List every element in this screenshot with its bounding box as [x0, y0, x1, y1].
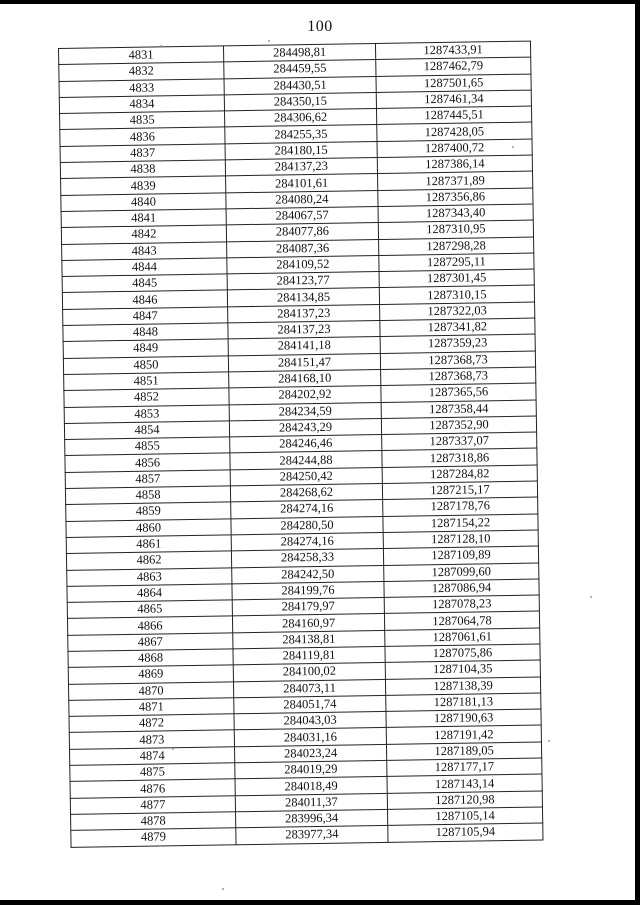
point-number-cell: 4831	[59, 46, 224, 65]
x-coordinate-cell: 284011,37	[235, 793, 387, 812]
scan-speck	[512, 146, 514, 148]
y-coordinate-cell: 1287365,56	[381, 383, 536, 402]
y-coordinate-cell: 1287191,42	[386, 725, 541, 744]
point-number-cell: 4875	[70, 763, 235, 782]
x-coordinate-cell: 284031,16	[234, 728, 386, 747]
point-number-cell: 4877	[70, 795, 235, 814]
point-number-cell: 4878	[71, 812, 236, 831]
point-number-cell: 4869	[68, 665, 233, 684]
point-number-cell: 4836	[60, 127, 225, 146]
point-number-cell: 4843	[62, 241, 227, 260]
point-number-cell: 4834	[59, 95, 224, 114]
y-coordinate-cell: 1287086,94	[384, 579, 539, 598]
point-number-cell: 4866	[67, 616, 232, 635]
x-coordinate-cell: 283977,34	[236, 826, 388, 845]
x-coordinate-cell: 284018,49	[235, 777, 387, 796]
y-coordinate-cell: 1287189,05	[386, 742, 541, 761]
x-coordinate-cell: 284123,77	[227, 272, 379, 291]
x-coordinate-cell: 284100,02	[233, 663, 385, 682]
x-coordinate-cell: 284234,59	[229, 402, 381, 421]
x-coordinate-cell: 284255,35	[225, 125, 377, 144]
point-number-cell: 4844	[62, 258, 227, 277]
scan-speck	[268, 40, 270, 42]
x-coordinate-cell: 284051,74	[234, 695, 386, 714]
point-number-cell: 4865	[67, 600, 232, 619]
y-coordinate-cell: 1287099,60	[384, 563, 539, 582]
point-number-cell: 4874	[70, 747, 235, 766]
point-number-cell: 4859	[66, 502, 231, 521]
point-number-cell: 4838	[60, 160, 225, 179]
x-coordinate-cell: 283996,34	[236, 809, 388, 828]
y-coordinate-cell: 1287154,22	[383, 514, 538, 533]
x-coordinate-cell: 284019,29	[235, 760, 387, 779]
x-coordinate-cell: 284202,92	[229, 386, 381, 405]
x-coordinate-cell: 284101,61	[226, 174, 378, 193]
y-coordinate-cell: 1287105,94	[388, 823, 543, 842]
y-coordinate-cell: 1287078,23	[384, 595, 539, 614]
scan-speck	[548, 740, 550, 742]
x-coordinate-cell: 284119,81	[233, 646, 385, 665]
y-coordinate-cell: 1287368,73	[380, 351, 535, 370]
y-coordinate-cell: 1287061,61	[385, 628, 540, 647]
scan-border-bottom	[0, 900, 640, 905]
y-coordinate-cell: 1287128,10	[383, 530, 538, 549]
y-coordinate-cell: 1287190,63	[386, 709, 541, 728]
y-coordinate-cell: 1287104,35	[385, 660, 540, 679]
x-coordinate-cell: 284199,76	[232, 581, 384, 600]
y-coordinate-cell: 1287322,03	[380, 302, 535, 321]
y-coordinate-cell: 1287343,40	[378, 204, 533, 223]
point-number-cell: 4832	[59, 62, 224, 81]
x-coordinate-cell: 284073,11	[233, 679, 385, 698]
scan-border-right	[635, 0, 640, 905]
point-number-cell: 4858	[65, 486, 230, 505]
point-number-cell: 4863	[67, 567, 232, 586]
y-coordinate-cell: 1287177,17	[387, 758, 542, 777]
y-coordinate-cell: 1287462,79	[376, 57, 531, 76]
x-coordinate-cell: 284250,42	[230, 467, 382, 486]
y-coordinate-cell: 1287075,86	[385, 644, 540, 663]
x-coordinate-cell: 284137,23	[225, 158, 377, 177]
y-coordinate-cell: 1287181,13	[386, 693, 541, 712]
point-number-cell: 4876	[70, 779, 235, 798]
point-number-cell: 4855	[65, 437, 230, 456]
x-coordinate-cell: 284258,33	[231, 549, 383, 568]
scan-speck	[590, 596, 592, 598]
point-number-cell: 4848	[63, 323, 228, 342]
x-coordinate-cell: 284274,16	[231, 500, 383, 519]
point-number-cell: 4837	[60, 144, 225, 163]
point-number-cell: 4873	[69, 730, 234, 749]
point-number-cell: 4840	[61, 193, 226, 212]
x-coordinate-cell: 284246,46	[230, 435, 382, 454]
scan-speck	[160, 45, 162, 47]
y-coordinate-cell: 1287178,76	[383, 497, 538, 516]
point-number-cell: 4845	[62, 274, 227, 293]
x-coordinate-cell: 284141,18	[228, 337, 380, 356]
x-coordinate-cell: 284109,52	[227, 255, 379, 274]
x-coordinate-cell: 284134,85	[227, 288, 379, 307]
x-coordinate-cell: 284274,16	[231, 532, 383, 551]
x-coordinate-cell: 284306,62	[225, 109, 377, 128]
x-coordinate-cell: 284137,23	[228, 304, 380, 323]
point-number-cell: 4862	[66, 551, 231, 570]
scan-border-top	[0, 0, 640, 4]
x-coordinate-cell: 284160,97	[232, 614, 384, 633]
y-coordinate-cell: 1287310,15	[379, 286, 534, 305]
point-number-cell: 4839	[61, 176, 226, 195]
point-number-cell: 4864	[67, 584, 232, 603]
point-number-cell: 4849	[63, 339, 228, 358]
y-coordinate-cell: 1287337,07	[382, 432, 537, 451]
point-number-cell: 4856	[65, 453, 230, 472]
y-coordinate-cell: 1287358,44	[381, 400, 536, 419]
point-number-cell: 4842	[61, 225, 226, 244]
x-coordinate-cell: 284243,29	[229, 418, 381, 437]
y-coordinate-cell: 1287064,78	[384, 611, 539, 630]
x-coordinate-cell: 284138,81	[233, 630, 385, 649]
scan-speck	[172, 748, 174, 750]
y-coordinate-cell: 1287105,14	[387, 807, 542, 826]
scan-speck	[222, 888, 224, 890]
point-number-cell: 4872	[69, 714, 234, 733]
point-number-cell: 4833	[59, 78, 224, 97]
x-coordinate-cell: 284350,15	[224, 92, 376, 111]
y-coordinate-cell: 1287301,45	[379, 269, 534, 288]
coordinates-table-body	[59, 41, 543, 847]
y-coordinate-cell: 1287386,14	[377, 155, 532, 174]
x-coordinate-cell: 284244,88	[230, 451, 382, 470]
x-coordinate-cell: 284430,51	[224, 76, 376, 95]
point-number-cell: 4867	[68, 633, 233, 652]
x-coordinate-cell: 284077,86	[226, 223, 378, 242]
point-number-cell: 4841	[61, 209, 226, 228]
point-number-cell: 4852	[64, 388, 229, 407]
point-number-cell: 4860	[66, 518, 231, 537]
y-coordinate-cell: 1287318,86	[382, 448, 537, 467]
point-number-cell: 4835	[60, 111, 225, 130]
point-number-cell: 4857	[65, 470, 230, 489]
x-coordinate-cell: 284498,81	[223, 44, 375, 63]
y-coordinate-cell: 1287368,73	[381, 367, 536, 386]
point-number-cell: 4870	[68, 681, 233, 700]
x-coordinate-cell: 284280,50	[231, 516, 383, 535]
y-coordinate-cell: 1287371,89	[378, 171, 533, 190]
point-number-cell: 4879	[71, 828, 236, 847]
x-coordinate-cell: 284043,03	[234, 712, 386, 731]
y-coordinate-cell: 1287295,11	[379, 253, 534, 272]
x-coordinate-cell: 284151,47	[228, 353, 380, 372]
point-number-cell: 4847	[63, 307, 228, 326]
point-number-cell: 4851	[64, 372, 229, 391]
point-number-cell: 4868	[68, 649, 233, 668]
point-number-cell: 4850	[63, 356, 228, 375]
point-number-cell: 4846	[62, 290, 227, 309]
y-coordinate-cell: 1287138,39	[385, 677, 540, 696]
y-coordinate-cell: 1287433,91	[375, 41, 530, 60]
x-coordinate-cell: 284067,57	[226, 206, 378, 225]
x-coordinate-cell: 284180,15	[225, 141, 377, 160]
point-number-cell: 4871	[69, 698, 234, 717]
y-coordinate-cell: 1287109,89	[383, 546, 538, 565]
coordinates-table	[58, 41, 544, 848]
point-number-cell: 4861	[66, 535, 231, 554]
y-coordinate-cell: 1287298,28	[379, 237, 534, 256]
y-coordinate-cell: 1287501,65	[376, 74, 531, 93]
y-coordinate-cell: 1287428,05	[377, 123, 532, 142]
y-coordinate-cell: 1287215,17	[382, 481, 537, 500]
y-coordinate-cell: 1287445,51	[376, 106, 531, 125]
y-coordinate-cell: 1287356,86	[378, 188, 533, 207]
coordinates-sheet	[58, 41, 543, 848]
y-coordinate-cell: 1287352,90	[381, 416, 536, 435]
y-coordinate-cell: 1287143,14	[387, 774, 542, 793]
y-coordinate-cell: 1287310,95	[378, 220, 533, 239]
x-coordinate-cell: 284268,62	[230, 483, 382, 502]
x-coordinate-cell: 284080,24	[226, 190, 378, 209]
point-number-cell: 4853	[64, 404, 229, 423]
x-coordinate-cell: 284137,23	[228, 321, 380, 340]
x-coordinate-cell: 284242,50	[232, 565, 384, 584]
y-coordinate-cell: 1287359,23	[380, 334, 535, 353]
x-coordinate-cell: 284168,10	[229, 369, 381, 388]
x-coordinate-cell: 284087,36	[227, 239, 379, 258]
x-coordinate-cell: 284459,55	[224, 60, 376, 79]
y-coordinate-cell: 1287400,72	[377, 139, 532, 158]
y-coordinate-cell: 1287341,82	[380, 318, 535, 337]
page-number: 100	[307, 18, 333, 35]
point-number-cell: 4854	[64, 421, 229, 440]
x-coordinate-cell: 284023,24	[234, 744, 386, 763]
y-coordinate-cell: 1287120,98	[387, 791, 542, 810]
x-coordinate-cell: 284179,97	[232, 598, 384, 617]
y-coordinate-cell: 1287461,34	[376, 90, 531, 109]
y-coordinate-cell: 1287284,82	[382, 465, 537, 484]
